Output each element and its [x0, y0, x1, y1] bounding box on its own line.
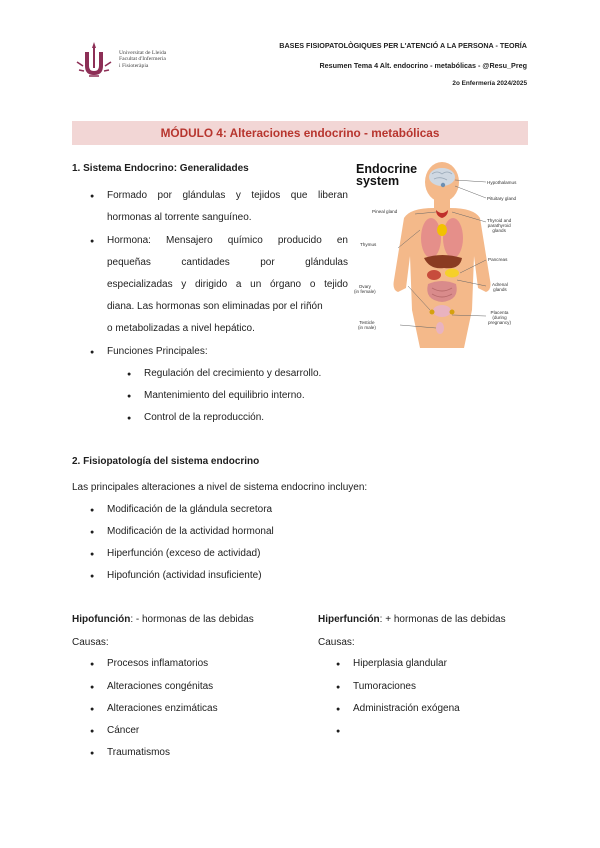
alteration-item-2: ● Modificación de la actividad hormonal: [107, 526, 274, 537]
bullet-hormona-line2: pequeñas cantidades por glándulas: [107, 257, 348, 268]
hipofuncion-causes-label: Causas:: [72, 637, 109, 648]
hipofuncion-desc: : - hormonas de las debidas: [130, 614, 254, 625]
label-placenta: Placenta (during pregnancy): [488, 310, 511, 325]
section1-heading: 1. Sistema Endocrino: Generalidades: [72, 163, 249, 174]
section2-heading: 2. Fisiopatología del sistema endocrino: [72, 456, 260, 467]
hipo-cause-3: ● Alteraciones enzimáticas: [107, 703, 218, 714]
label-thyroid: Thyroid and parathyroid glands: [487, 218, 512, 233]
module-title-bar: [72, 121, 528, 145]
sub-bullet-3: ● Control de la reproducción.: [144, 412, 264, 423]
alteration-item-3: ● Hiperfunción (exceso de actividad): [107, 548, 260, 559]
hiperfuncion-label: Hiperfunción: [318, 614, 380, 625]
endocrine-system-figure: [352, 160, 527, 348]
alteration-item-1: ● Modificación de la glándula secretora: [107, 504, 272, 515]
bullet-hormona-line1: ● Hormona: Mensajero químico producido en: [107, 235, 348, 246]
bullet-formado-line1: ● Formado por glándulas y tejidos que liberan: [107, 190, 348, 201]
label-testicle: Testicle (in male): [358, 320, 376, 330]
logo-line-2: Facultat d'Infermeria: [119, 56, 166, 63]
module-title: MÓDULO 4: Alteraciones endocrino - metabólicas: [160, 126, 440, 140]
bullet-funciones: ● Funciones Principales:: [107, 346, 208, 357]
logo-line-1: Universitat de Lleida: [119, 50, 167, 56]
figure-title: Endocrine system: [356, 162, 418, 188]
label-ovary: Ovary (in female): [354, 284, 376, 294]
university-logo: [75, 40, 195, 80]
label-pituitary: Pituitary gland: [487, 196, 517, 201]
bullet-formado-line2: hormonas al torrente sanguíneo.: [107, 212, 252, 223]
sub-bullet-2: ● Mantenimiento del equilibrio interno.: [144, 390, 305, 401]
bullet-hormona-line4: diana. Las hormonas son eliminadas por el riñón: [107, 301, 323, 312]
summary-subtitle: Resumen Tema 4 Alt. endocrino - metabólicas - @Resu_Preg: [319, 61, 527, 70]
label-adrenal: Adrenal glands: [492, 282, 508, 292]
label-thymus: Thymus: [360, 242, 377, 247]
course-title: BASES FISIOPATOLÒGIQUES PER L'ATENCIÓ A LA PERSONA - TEORÍA: [279, 41, 527, 50]
hipofuncion-heading: [72, 614, 254, 625]
bullet-hormona-line5: o metabolizadas a nivel hepático.: [107, 323, 255, 334]
hipo-cause-2: ● Alteraciones congénitas: [107, 681, 213, 692]
hiper-cause-3: ● Administración exógena: [353, 703, 460, 714]
logo-line-3: i Fisioteràpia: [119, 62, 149, 69]
alteration-item-4: ● Hipofunción (actividad insuficiente): [107, 570, 262, 581]
label-hypothalamus: Hypothalamus: [487, 180, 517, 185]
bullet-hormona-line3: especializadas y dirigido a un órgano o tejido: [107, 279, 348, 290]
label-pineal: Pineal gland: [372, 209, 398, 214]
hipofuncion-label: Hipofunción: [72, 614, 131, 625]
university-crest-icon: [75, 40, 117, 80]
hipo-cause-4: ● Cáncer: [107, 725, 139, 736]
hiper-cause-2: ● Tumoraciones: [353, 681, 416, 692]
course-year: 2o Enfermería 2024/2025: [452, 80, 527, 87]
sub-bullet-1: ● Regulación del crecimiento y desarrollo.: [144, 368, 321, 379]
hiper-cause-1: ● Hiperplasia glandular: [353, 658, 447, 669]
section2-intro: Las principales alteraciones a nivel de sistema endocrino incluyen:: [72, 482, 368, 493]
hiperfuncion-heading: [318, 614, 506, 625]
hiperfuncion-desc: : + hormonas de las debidas: [379, 614, 506, 625]
hiperfuncion-causes-label: Causas:: [318, 637, 355, 648]
hipo-cause-1: ● Procesos inflamatorios: [107, 658, 208, 669]
hipo-cause-5: ● Traumatismos: [107, 747, 170, 758]
label-pancreas: Pancreas: [488, 257, 508, 262]
